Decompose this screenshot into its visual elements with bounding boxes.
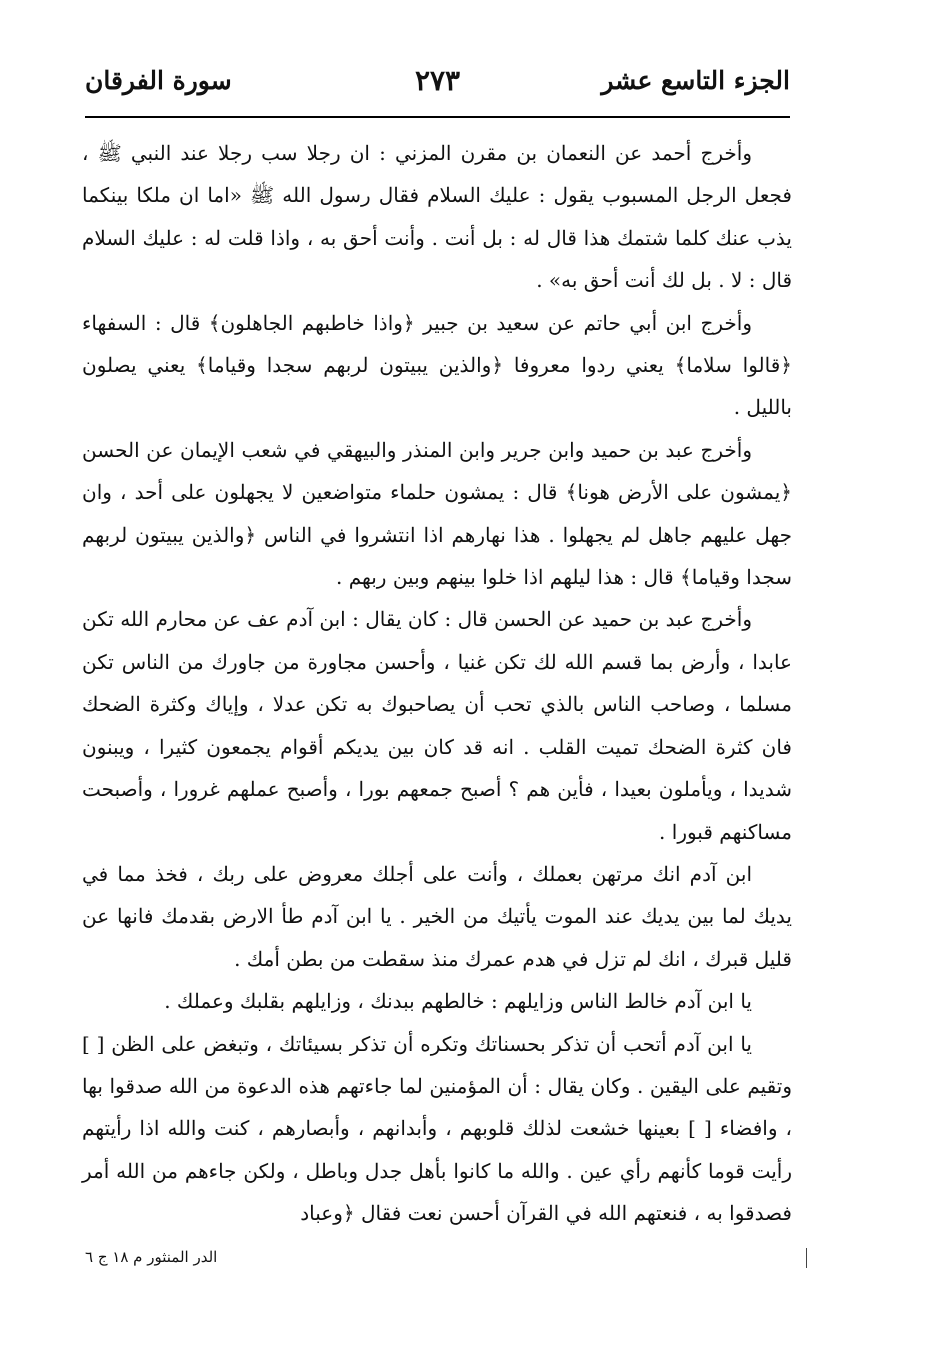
paragraph: وأخرج عبد بن حميد عن الحسن قال : كان يقال : ابن آدم عف عن محارم الله تكن عابدا ، وأرض بما قسم الله لك تكن غنيا ، وأحسن مجاورة من جاورك من الناس تكن مسلما ، وصاحب الناس بالذي تحب أن يصاحبوك به تكن عدلا ، وإياك وكثرة الضحك فان كثرة الضحك تميت القلب . انه قد كان بين يديكم أقوام يجمعون كثيرا ، ويبنون شديدا ، ويأملون بعيدا ، فأين هم ؟ أصبح جمعهم بورا ، وأصبح عملهم غرورا ، وأصبحت مساكنهم قبورا . (82, 607, 792, 844)
paragraph: وأخرج أحمد عن النعمان بن مقرن المزني : ان رجلا سب رجلا عند النبي ﷺ ، فجعل الرجل المسبوب يقول : عليك السلام فقال رسول الله ﷺ «اما ان ملكا بينكما يذب عنك كلما شتمك هذا قال له : بل أنت . وأنت أحق به ، واذا قلت له : عليك السلام قال : لا . بل لك أنت أحق به» . (82, 141, 792, 293)
part-title: الجزء التاسع عشر (601, 66, 790, 95)
body-text (82, 132, 792, 1235)
surah-title: سورة الفرقان (85, 66, 232, 95)
page-header (85, 58, 790, 106)
paragraph: يا ابن آدم خالط الناس وزايلهم : خالطهم ببدنك ، وزايلهم بقلبك وعملك . (164, 989, 752, 1014)
paragraph: ابن آدم انك مرتهن بعملك ، وأنت على أجلك معروض على ربك ، فخذ مما في يديك لما بين يديك عند الموت يأتيك من الخير . يا ابن آدم طأ الارض بقدمك فانها عن قليل قبرك ، انك لم تزل في هدم عمرك منذ سقطت من بطن أمك . (82, 861, 792, 971)
page-footer (85, 1248, 790, 1278)
signature-mark: الدر المنثور م ١٨ ج ٦ (85, 1248, 218, 1266)
paragraph: يا ابن آدم أتحب أن تذكر بحسناتك وتكره أن تذكر بسيئاتك ، وتبغض على الظن [ ] وتقيم على اليقين . وكان يقال : أن المؤمنين لما جاءتهم هذه الدعوة من الله صدقوا بها ، وافضاء [ ] بعينها خشعت لذلك قلوبهم ، وأبدانهم ، وأبصارهم ، كنت والله اذا رأيتهم رأيت قوما كأنهم رأي عين . والله ما كانوا بأهل جدل وباطل ، ولكن جاءهم من الله أمر فصدقوا به ، فنعتهم الله في القرآن أحسن نعت فقال ﴿وعباد (82, 1031, 792, 1226)
margin-tick (806, 1248, 807, 1268)
paragraph: وأخرج ابن أبي حاتم عن سعيد بن جبير ﴿واذا خاطبهم الجاهلون﴾ قال : السفهاء ﴿قالوا سلاما﴾ يعني ردوا معروفا ﴿والذين يبيتون لربهم سجدا وقياما﴾ يعني يصلون بالليل . (82, 310, 792, 420)
paragraph: وأخرج عبد بن حميد وابن جرير وابن المنذر والبيهقي في شعب الإيمان عن الحسن ﴿يمشون على الأرض هونا﴾ قال : يمشون حلماء متواضعين لا يجهلون على أحد ، وان جهل عليهم جاهل لم يجهلوا . هذا نهارهم اذا انتشروا في الناس ﴿والذين يبيتون لربهم سجدا وقياما﴾ قال : هذا ليلهم اذا خلوا بينهم وبين ربهم . (82, 437, 792, 590)
page-number: ٢٧٣ (414, 64, 461, 97)
header-rule (85, 116, 790, 118)
